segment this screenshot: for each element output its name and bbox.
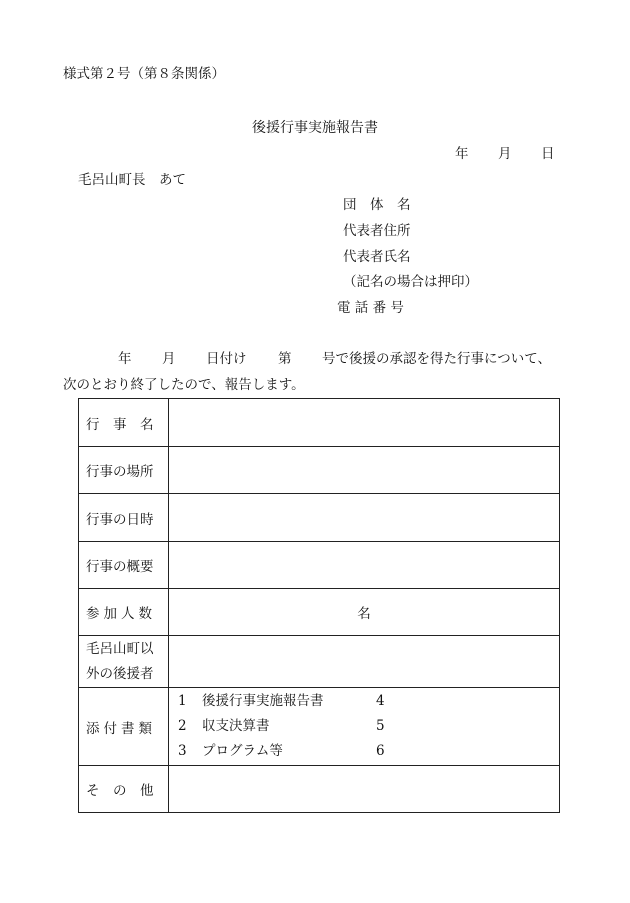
other-label: そ の 他 [79, 766, 169, 813]
attachment-number: 2 [178, 718, 187, 734]
attachment-item [169, 739, 559, 764]
attachment-copy-count: 4 [376, 693, 385, 709]
event-name-field[interactable] [169, 399, 560, 447]
other-sponsors-label-line2: 外の後援者 [86, 665, 154, 682]
attachment-item [169, 714, 559, 739]
body-text-line2: 次のとおり終了したので、報告します。 [63, 377, 305, 393]
phone-number-label: 電 話 番 号 [337, 300, 404, 316]
table-row-other [79, 766, 560, 813]
date-month-label: 月 [498, 146, 512, 162]
date-day-label: 日 [541, 146, 555, 162]
body-year: 年 [118, 351, 132, 367]
report-table [78, 398, 560, 813]
body-number-prefix: 第 [278, 351, 292, 367]
other-sponsors-label [79, 636, 169, 688]
other-sponsors-field[interactable] [169, 636, 560, 688]
participants-unit: 名 [357, 606, 371, 622]
participants-label-text: 参加人数 [86, 606, 156, 622]
other-field[interactable] [169, 766, 560, 813]
body-dated: 日付け [206, 351, 247, 367]
document-title: 後援行事実施報告書 [252, 120, 378, 136]
attachment-item [169, 689, 559, 714]
attachments-label [79, 688, 169, 766]
event-summary-label: 行事の概要 [79, 542, 169, 589]
participants-label [79, 589, 169, 636]
representative-address-label: 代表者住所 [343, 223, 411, 239]
seal-note: （記名の場合は押印） [343, 274, 478, 290]
event-name-label: 行 事 名 [79, 399, 169, 447]
table-row-other-sponsors [79, 636, 560, 688]
attachment-number: 3 [178, 743, 187, 759]
body-month: 月 [162, 351, 176, 367]
attachment-name: プログラム等 [202, 743, 283, 759]
attachment-copy-count: 5 [376, 718, 385, 734]
table-row-event-datetime [79, 494, 560, 542]
event-datetime-label: 行事の日時 [79, 494, 169, 542]
date-year-label: 年 [455, 146, 469, 162]
representative-name-label: 代表者氏名 [343, 249, 411, 265]
addressee: 毛呂山町長 あて [78, 172, 186, 188]
event-place-field[interactable] [169, 447, 560, 494]
attachment-name: 後援行事実施報告書 [202, 693, 324, 709]
table-row-event-name [79, 399, 560, 447]
body-text-line1: 号で後援の承認を得た行事について、 [322, 351, 551, 367]
event-summary-field[interactable] [169, 542, 560, 589]
other-sponsors-label-line1: 毛呂山町以 [86, 640, 154, 657]
participants-field[interactable] [169, 589, 560, 636]
attachment-copy-count: 6 [376, 743, 385, 759]
form-number: 様式第２号（第８条関係） [63, 66, 225, 82]
table-row-attachments [79, 688, 560, 766]
event-datetime-field[interactable] [169, 494, 560, 542]
attachment-name: 収支決算書 [202, 718, 270, 734]
table-row-event-place [79, 447, 560, 494]
attachment-number: 1 [178, 693, 187, 709]
table-row-participants [79, 589, 560, 636]
table-row-event-summary [79, 542, 560, 589]
attachments-list [169, 688, 560, 766]
attachments-label-text: 添付書類 [86, 720, 156, 737]
event-place-label: 行事の場所 [79, 447, 169, 494]
organization-name-label: 団 体 名 [343, 197, 411, 213]
